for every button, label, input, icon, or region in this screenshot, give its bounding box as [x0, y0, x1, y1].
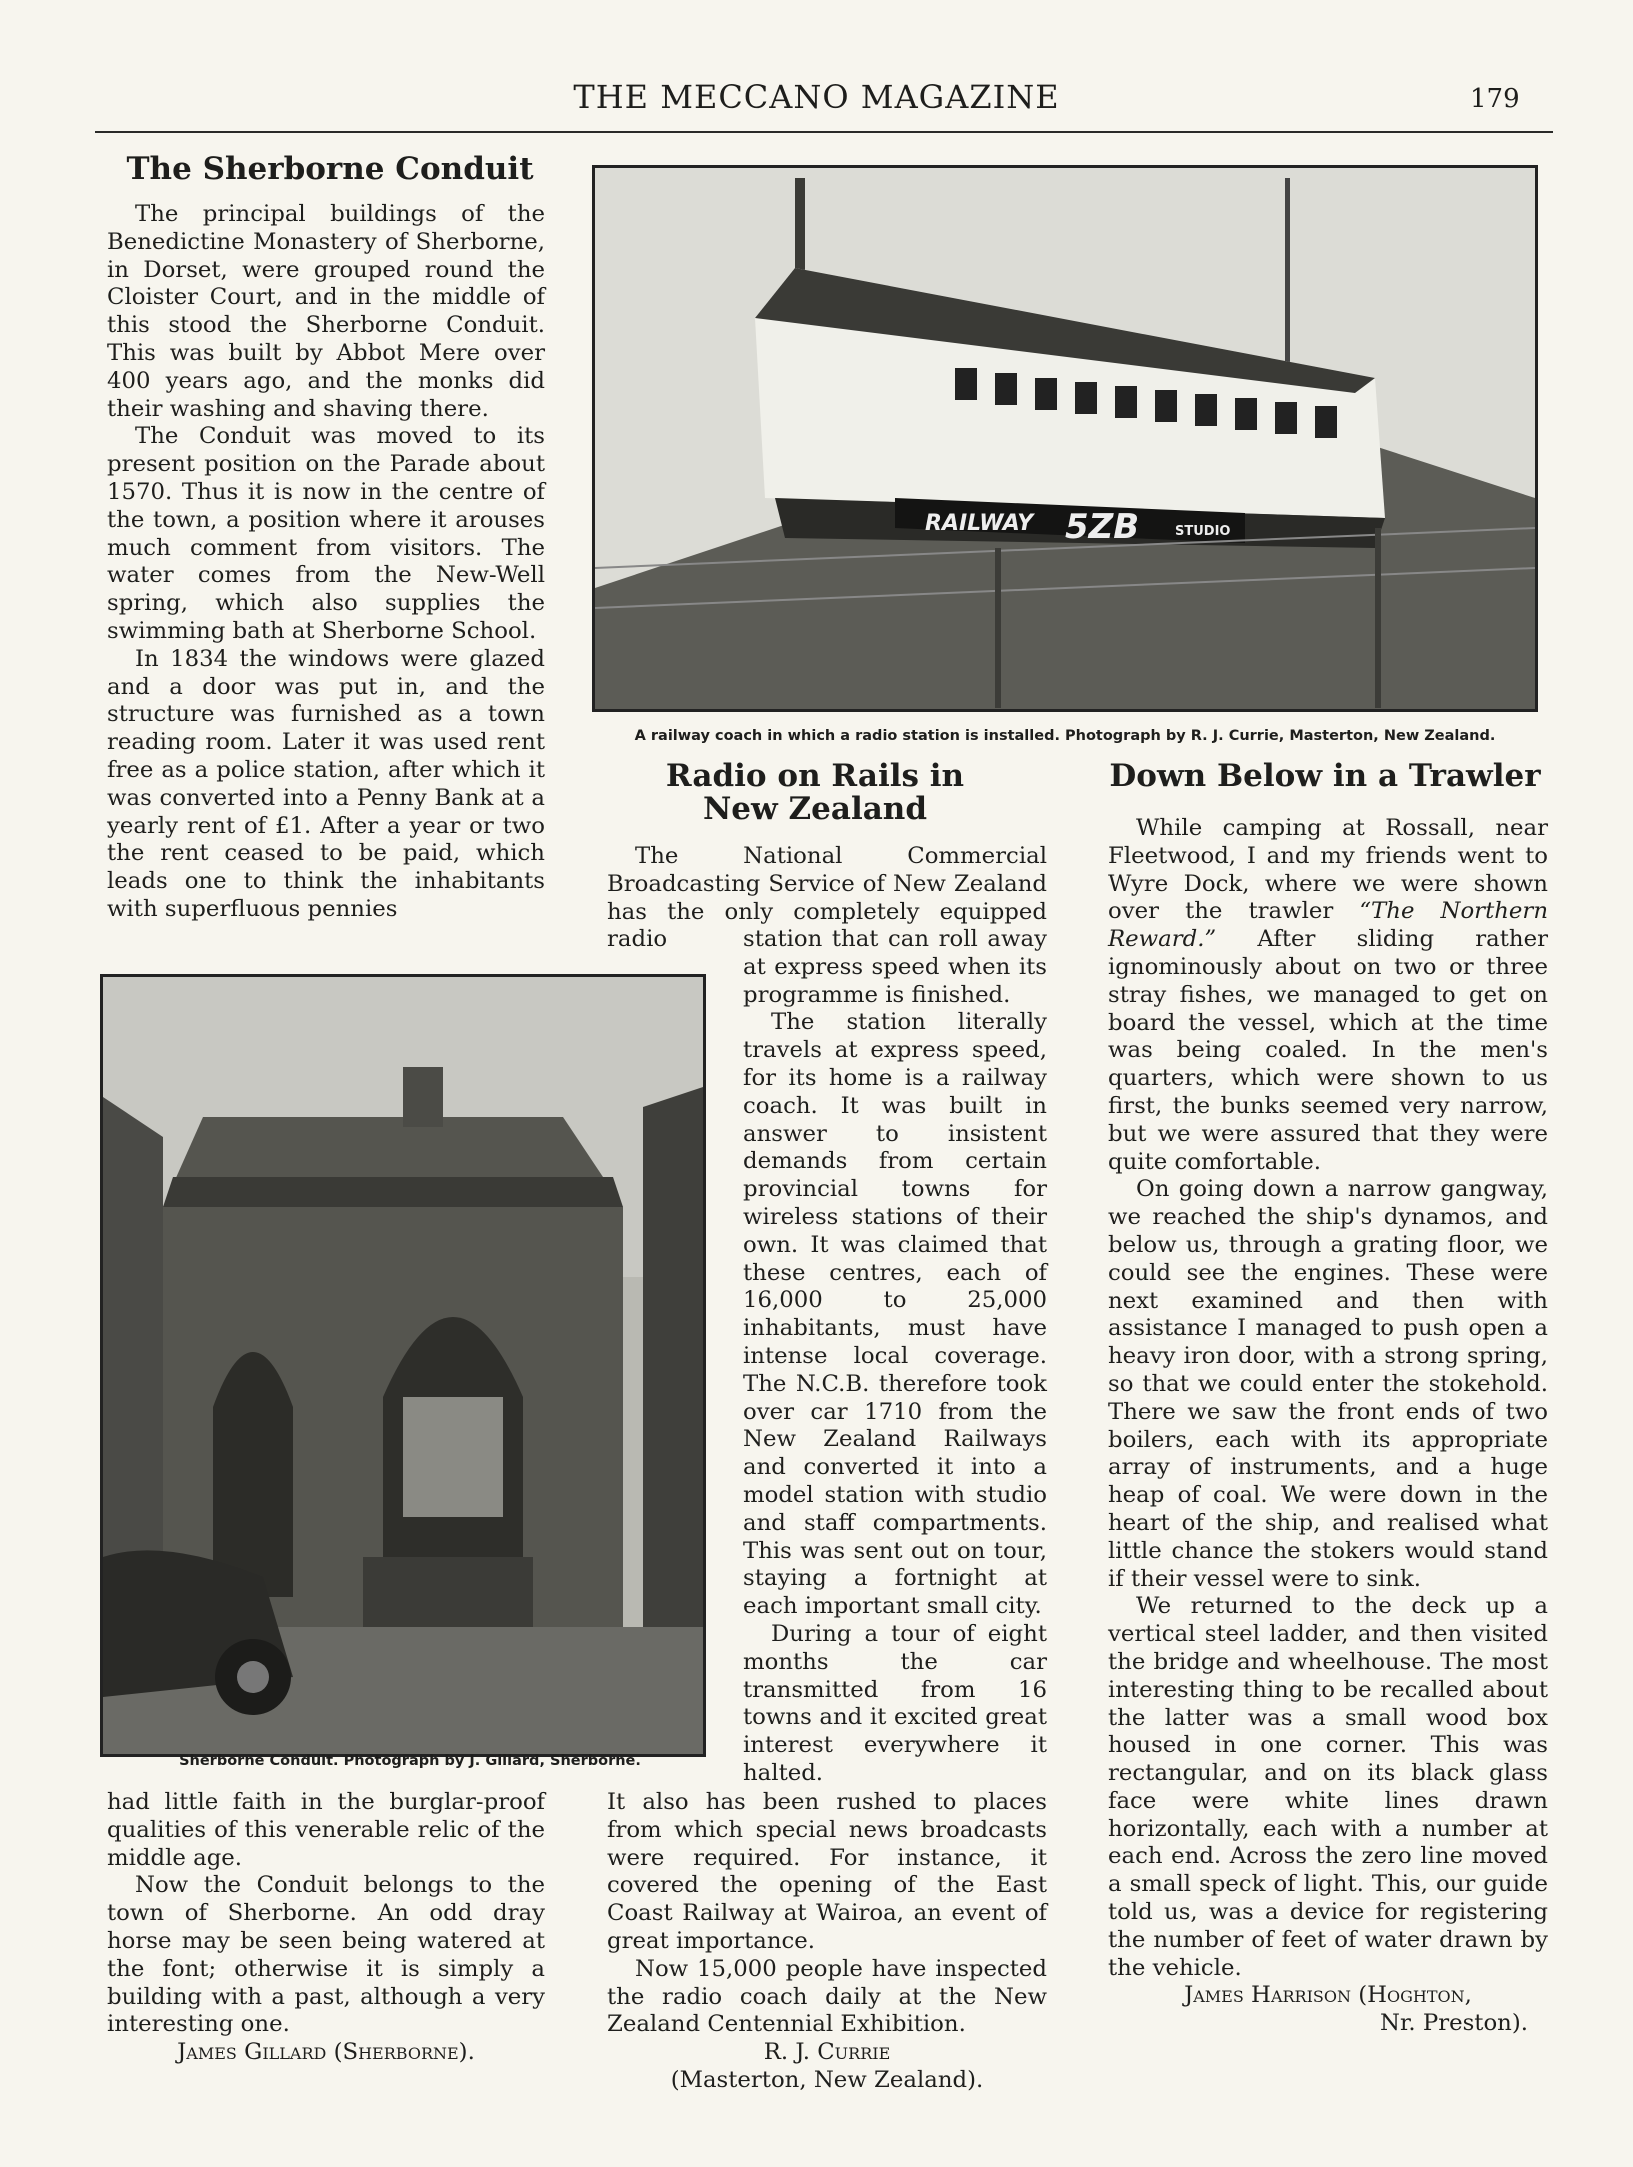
trawler-signature-line2: Nr. Preston).	[1380, 2010, 1528, 2037]
sherborne-signature: James Gillard (Sherborne).	[177, 2039, 475, 2066]
conduit-illustration	[103, 977, 703, 1754]
sherborne-title: The Sherborne Conduit	[126, 151, 534, 187]
magazine-title: THE MECCANO MAGAZINE	[573, 78, 1060, 116]
coach-sign-right: STUDIO	[1175, 524, 1231, 539]
trawler-p3: We returned to the deck up a vertical steel ladder, and then visited the bridge and wheelhouse. The most interesting thing to be recalled about the latter was a small wood box housed in one corner. This was rectangular, and on its black glass face were white lines drawn horizontally, each with a number at each end. Across the zero line moved a small speck of light. This, our guide told us, was a device for registering the number of feet of water drawn by the vehicle.	[1108, 1593, 1548, 1981]
radio-text-narrow	[743, 926, 1047, 1788]
coach-illustration	[595, 168, 1535, 709]
sherborne-conduit-photo	[100, 974, 706, 1757]
sherborne-text-top	[107, 201, 545, 924]
sherborne-p1: The principal buildings of the Benedictine Monastery of Sherborne, in Dorset, were grouped round the Cloister Court, and in the middle of this stood the Sherborne Conduit. This was built by Abbot Mere over 400 years ago, and the monks did their washing and shaving there.	[107, 201, 545, 422]
radio-p3a: During a tour of eight months the car transmitted from 16 towns and it excited great interest everywhere it halted.	[743, 1620, 1047, 1786]
trawler-p1b: After sliding rather ignominously about on two or three stray fishes, we managed to get on board the vessel, which at the time was being coaled. In the men's quarters, which were shown to us first, the bunks seemed very narrow, but we were assured that they were quite comfortable.	[1108, 926, 1548, 1175]
radio-title	[600, 760, 1030, 826]
sherborne-p2: The Conduit was moved to its present position on the Parade about 1570. Thus it is now in the centre of the town, a position where it arouses much comment from visitors. The water comes from the New-Well spring, which also supplies the swimming bath at Sherborne School.	[107, 423, 545, 644]
trawler-title: Down Below in a Trawler	[1109, 758, 1541, 794]
radio-title-line1: Radio on Rails in	[665, 758, 965, 794]
radio-signature-name: R. J. Currie	[763, 2039, 891, 2066]
trawler-p2: On going down a narrow gangway, we reached the ship's dynamos, and below us, through a grating floor, we could see the engines. These were next examined and then with assistance I managed to push open a heavy iron door, with a strong spring, so that we could enter the stokehold. There we saw the front ends of two boilers, each with its appropriate array of instruments, and a huge heap of coal. We were down in the heart of the ship, and realised what little chance the stokers would stand if their vessel were to sink.	[1108, 1176, 1548, 1592]
radio-text-bottom	[607, 1789, 1047, 2095]
coach-sign-left: RAILWAY	[925, 511, 1034, 536]
sherborne-photo-caption: Sherborne Conduit. Photograph by J. Gillard, Sherborne.	[179, 1753, 641, 1769]
radio-p1a: The National Commercial Broadcasting Service of New Zealand has the only completely equipped radio	[607, 843, 1047, 953]
sherborne-text-bottom	[107, 1789, 545, 2067]
page-number: 179	[1470, 84, 1520, 114]
trawler-text	[1108, 815, 1548, 2038]
radio-photo-caption: A railway coach in which a radio station is installed. Photograph by R. J. Currie, Masterton, New Zealand.	[634, 728, 1496, 744]
trawler-p1a: While camping at Rossall, near Fleetwood, I and my friends went to Wyre Dock, where we were shown over the trawler	[1108, 815, 1548, 925]
header-rule	[95, 131, 1553, 133]
radio-coach-photo	[592, 165, 1538, 712]
trawler-p1	[1108, 815, 1548, 1176]
trawler-signature-line1: James Harrison (Hoghton,	[1184, 1982, 1472, 2009]
radio-signature-place: (Masterton, New Zealand).	[670, 2066, 984, 2093]
radio-p4: Now 15,000 people have inspected the radio coach daily at the New Zealand Centennial Exhibition.	[607, 1955, 1047, 2038]
sherborne-p3-cont: had little faith in the burglar-proof qualities of this venerable relic of the middle age.	[107, 1789, 545, 1871]
sherborne-p3: In 1834 the windows were glazed and a door was put in, and the structure was furnished as a town reading room. Later it was used rent free as a police station, after which it was converted into a Penny Bank at a yearly rent of £1. After a year or two the rent ceased to be paid, which leads one to think the inhabitants with superfluous pennies	[107, 645, 545, 922]
radio-p2: The station literally travels at express speed, for its home is a railway coach. It was built in answer to insistent demands from certain provincial towns for wireless stations of their own. It was claimed that these centres, each of 16,000 to 25,000 inhabitants, must have intense local coverage. The N.C.B. therefore took over car 1710 from the New Zealand Railways and converted it into a model station with studio and staff compartments. This was sent out on tour, staying a fortnight at each important small city.	[743, 1009, 1047, 1620]
radio-title-line2: New Zealand	[702, 791, 928, 827]
radio-p1b: station that can roll away at express speed when its programme is finished.	[743, 926, 1047, 1008]
coach-sign-number: 5ZB	[1065, 507, 1140, 547]
trawler-ship-name: “The Northern Reward.”	[1108, 898, 1548, 953]
radio-p3b: It also has been rushed to places from which special news broadcasts were required. For instance, it covered the opening of the East Coast Railway at Wairoa, an event of great importance.	[607, 1789, 1047, 1954]
sherborne-p4: Now the Conduit belongs to the town of Sherborne. An odd dray horse may be seen being watered at the font; otherwise it is simply a building with a past, although a very interesting one.	[107, 1872, 545, 2038]
